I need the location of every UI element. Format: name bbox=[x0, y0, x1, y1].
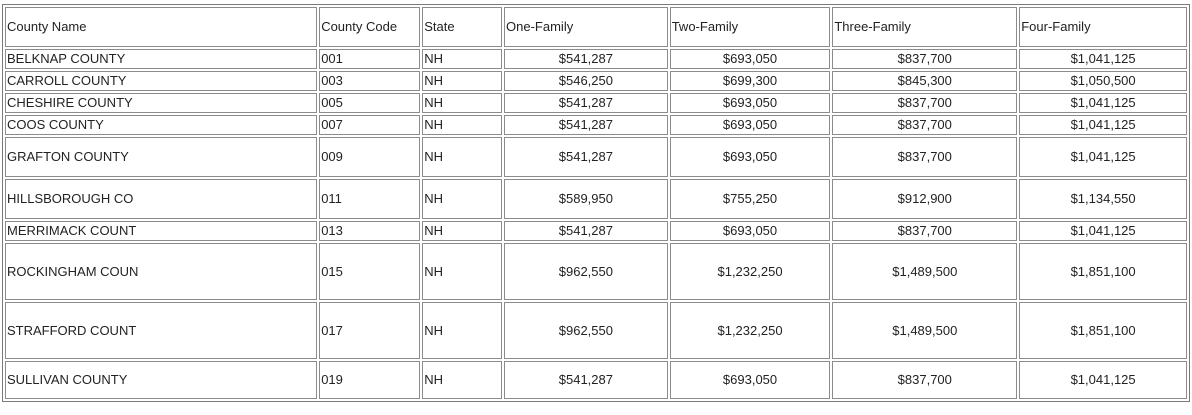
one-family-cell: $541,287 bbox=[504, 137, 668, 177]
four-family-cell: $1,041,125 bbox=[1019, 361, 1187, 399]
table-row bbox=[5, 137, 1187, 177]
column-header-two-family: Two-Family bbox=[670, 7, 831, 47]
table-row bbox=[5, 243, 1187, 300]
one-family-cell: $541,287 bbox=[504, 115, 668, 135]
county-name-cell: SULLIVAN COUNTY bbox=[5, 361, 317, 399]
county-loan-limits-table bbox=[2, 4, 1190, 402]
one-family-cell: $546,250 bbox=[504, 71, 668, 91]
column-header-state: State bbox=[422, 7, 502, 47]
column-header-three-family: Three-Family bbox=[832, 7, 1017, 47]
column-header-four-family: Four-Family bbox=[1019, 7, 1187, 47]
county-code-cell: 009 bbox=[319, 137, 420, 177]
four-family-cell: $1,851,100 bbox=[1019, 243, 1187, 300]
column-header-county-code: County Code bbox=[319, 7, 420, 47]
state-cell: NH bbox=[422, 221, 502, 241]
table-row bbox=[5, 361, 1187, 399]
county-code-cell: 011 bbox=[319, 179, 420, 219]
three-family-cell: $845,300 bbox=[832, 71, 1017, 91]
four-family-cell: $1,134,550 bbox=[1019, 179, 1187, 219]
one-family-cell: $589,950 bbox=[504, 179, 668, 219]
four-family-cell: $1,851,100 bbox=[1019, 302, 1187, 359]
four-family-cell: $1,050,500 bbox=[1019, 71, 1187, 91]
two-family-cell: $693,050 bbox=[670, 49, 831, 69]
four-family-cell: $1,041,125 bbox=[1019, 221, 1187, 241]
table-header-row bbox=[5, 7, 1187, 47]
table-row bbox=[5, 302, 1187, 359]
state-cell: NH bbox=[422, 302, 502, 359]
two-family-cell: $755,250 bbox=[670, 179, 831, 219]
county-code-cell: 001 bbox=[319, 49, 420, 69]
three-family-cell: $837,700 bbox=[832, 115, 1017, 135]
county-code-cell: 013 bbox=[319, 221, 420, 241]
county-code-cell: 003 bbox=[319, 71, 420, 91]
table-row bbox=[5, 179, 1187, 219]
three-family-cell: $1,489,500 bbox=[832, 243, 1017, 300]
county-name-cell: ROCKINGHAM COUN bbox=[5, 243, 317, 300]
county-code-cell: 017 bbox=[319, 302, 420, 359]
county-name-cell: MERRIMACK COUNT bbox=[5, 221, 317, 241]
two-family-cell: $693,050 bbox=[670, 115, 831, 135]
three-family-cell: $837,700 bbox=[832, 49, 1017, 69]
county-code-cell: 019 bbox=[319, 361, 420, 399]
column-header-one-family: One-Family bbox=[504, 7, 668, 47]
state-cell: NH bbox=[422, 49, 502, 69]
two-family-cell: $1,232,250 bbox=[670, 302, 831, 359]
county-code-cell: 007 bbox=[319, 115, 420, 135]
four-family-cell: $1,041,125 bbox=[1019, 137, 1187, 177]
four-family-cell: $1,041,125 bbox=[1019, 93, 1187, 113]
county-name-cell: STRAFFORD COUNT bbox=[5, 302, 317, 359]
four-family-cell: $1,041,125 bbox=[1019, 49, 1187, 69]
table-row bbox=[5, 115, 1187, 135]
two-family-cell: $693,050 bbox=[670, 221, 831, 241]
county-name-cell: COOS COUNTY bbox=[5, 115, 317, 135]
state-cell: NH bbox=[422, 115, 502, 135]
two-family-cell: $693,050 bbox=[670, 361, 831, 399]
table-row bbox=[5, 221, 1187, 241]
three-family-cell: $837,700 bbox=[832, 93, 1017, 113]
state-cell: NH bbox=[422, 243, 502, 300]
three-family-cell: $837,700 bbox=[832, 137, 1017, 177]
county-code-cell: 015 bbox=[319, 243, 420, 300]
column-header-county-name: County Name bbox=[5, 7, 317, 47]
state-cell: NH bbox=[422, 179, 502, 219]
two-family-cell: $699,300 bbox=[670, 71, 831, 91]
table-row bbox=[5, 49, 1187, 69]
one-family-cell: $962,550 bbox=[504, 243, 668, 300]
county-name-cell: BELKNAP COUNTY bbox=[5, 49, 317, 69]
one-family-cell: $541,287 bbox=[504, 361, 668, 399]
county-code-cell: 005 bbox=[319, 93, 420, 113]
four-family-cell: $1,041,125 bbox=[1019, 115, 1187, 135]
three-family-cell: $837,700 bbox=[832, 221, 1017, 241]
state-cell: NH bbox=[422, 71, 502, 91]
table-row bbox=[5, 71, 1187, 91]
county-name-cell: CARROLL COUNTY bbox=[5, 71, 317, 91]
three-family-cell: $912,900 bbox=[832, 179, 1017, 219]
three-family-cell: $1,489,500 bbox=[832, 302, 1017, 359]
two-family-cell: $693,050 bbox=[670, 137, 831, 177]
two-family-cell: $693,050 bbox=[670, 93, 831, 113]
one-family-cell: $541,287 bbox=[504, 221, 668, 241]
one-family-cell: $541,287 bbox=[504, 93, 668, 113]
table-row bbox=[5, 93, 1187, 113]
one-family-cell: $541,287 bbox=[504, 49, 668, 69]
state-cell: NH bbox=[422, 361, 502, 399]
county-name-cell: CHESHIRE COUNTY bbox=[5, 93, 317, 113]
three-family-cell: $837,700 bbox=[832, 361, 1017, 399]
one-family-cell: $962,550 bbox=[504, 302, 668, 359]
county-name-cell: GRAFTON COUNTY bbox=[5, 137, 317, 177]
state-cell: NH bbox=[422, 137, 502, 177]
two-family-cell: $1,232,250 bbox=[670, 243, 831, 300]
state-cell: NH bbox=[422, 93, 502, 113]
county-name-cell: HILLSBOROUGH CO bbox=[5, 179, 317, 219]
